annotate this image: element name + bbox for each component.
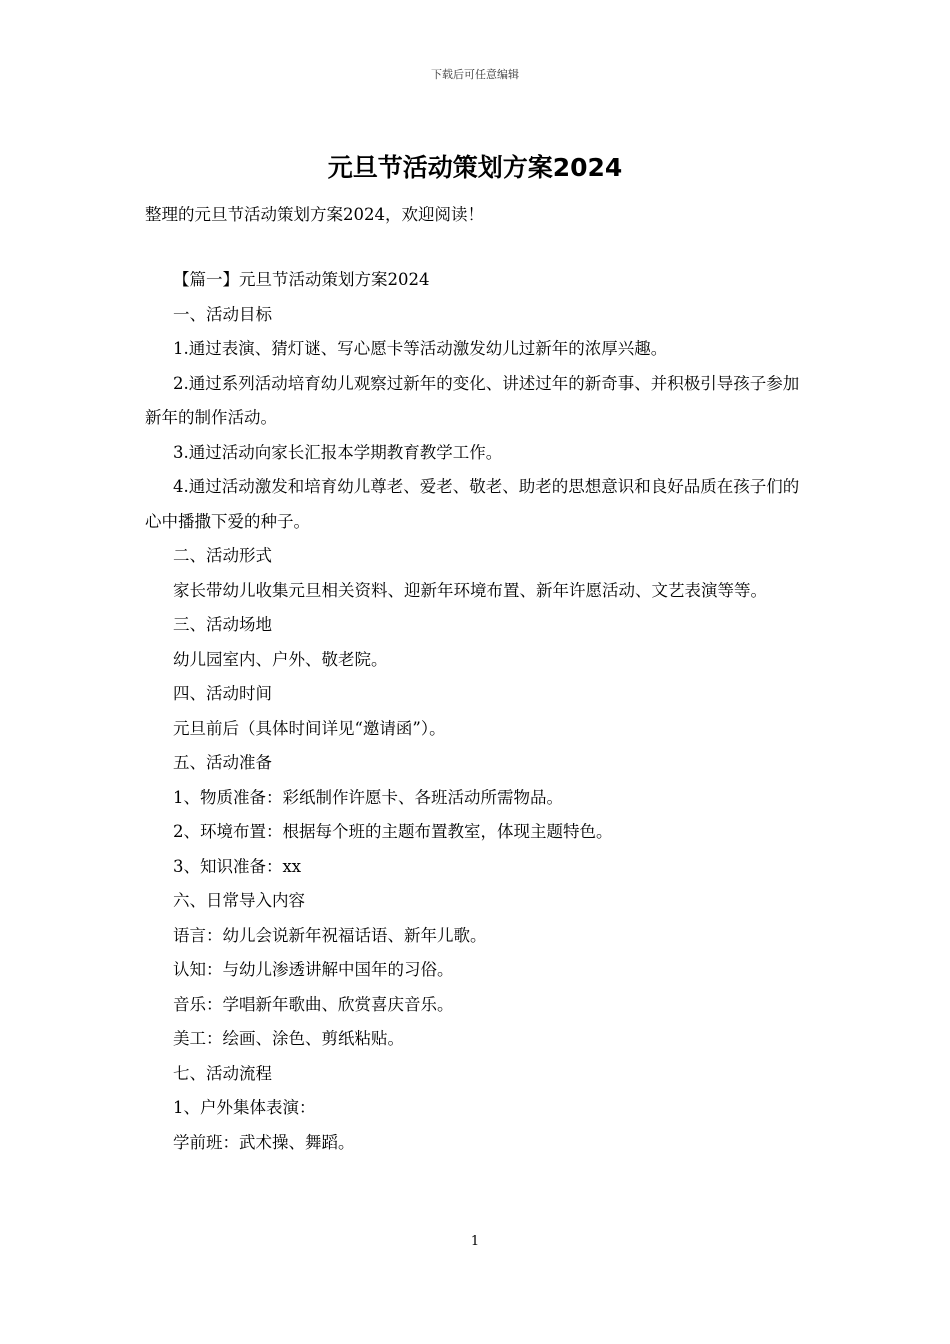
heading-activity-preparation: 五、活动准备	[173, 753, 272, 772]
document-body	[145, 263, 810, 1160]
activity-venue-text: 幼儿园室内、户外、敬老院。	[173, 649, 388, 669]
preparation-item-2: 2、环境布置：根据每个班的主题布置教室，体现主题特色。	[173, 822, 613, 841]
heading-activity-venue: 三、活动场地	[173, 615, 272, 634]
preparation-item-1: 1、物质准备：彩纸制作许愿卡、各班活动所需物品。	[173, 787, 563, 807]
goal-item-2: 2.通过系列活动培育幼儿观察过新年的变化、讲述过年的新奇事、并积极引导孩子参加新年的制作活动。	[145, 373, 800, 427]
daily-content-cognition: 认知：与幼儿渗透讲解中国年的习俗。	[173, 960, 454, 979]
page-number: 1	[470, 1234, 480, 1249]
activity-time-text: 元旦前后（具体时间详见“邀请函”）。	[173, 718, 446, 738]
heading-activity-process: 七、活动流程	[173, 1063, 272, 1083]
daily-content-art: 美工：绘画、涂色、剪纸粘贴。	[173, 1029, 404, 1048]
heading-activity-form: 二、活动形式	[173, 546, 272, 565]
document-title: 元旦节活动策划方案2024	[327, 153, 623, 182]
section-heading-part-one: 【篇一】元旦节活动策划方案2024	[173, 270, 430, 289]
daily-content-language: 语言：幼儿会说新年祝福话语、新年儿歌。	[173, 925, 487, 945]
process-item-1: 1、户外集体表演：	[173, 1098, 316, 1117]
process-preschool-class: 学前班：武术操、舞蹈。	[173, 1132, 355, 1152]
heading-activity-time: 四、活动时间	[173, 684, 272, 703]
page-header-note: 下载后可任意编辑	[431, 68, 519, 81]
preparation-item-3: 3、知识准备：xx	[173, 856, 302, 876]
goal-item-3: 3.通过活动向家长汇报本学期教育教学工作。	[173, 442, 503, 462]
heading-daily-content: 六、日常导入内容	[173, 891, 305, 910]
goal-item-4: 4.通过活动激发和培育幼儿尊老、爱老、敬老、助老的思想意识和良好品质在孩子们的心中播撒下爱的种子。	[145, 477, 800, 531]
daily-content-music: 音乐：学唱新年歌曲、欣赏喜庆音乐。	[173, 994, 454, 1014]
activity-form-text: 家长带幼儿收集元旦相关资料、迎新年环境布置、新年许愿活动、文艺表演等等。	[173, 580, 767, 600]
intro-paragraph: 整理的元旦节活动策划方案2024，欢迎阅读！	[145, 205, 484, 224]
goal-item-1: 1.通过表演、猜灯谜、写心愿卡等活动激发幼儿过新年的浓厚兴趣。	[173, 339, 668, 358]
heading-activity-goals: 一、活动目标	[173, 304, 272, 324]
